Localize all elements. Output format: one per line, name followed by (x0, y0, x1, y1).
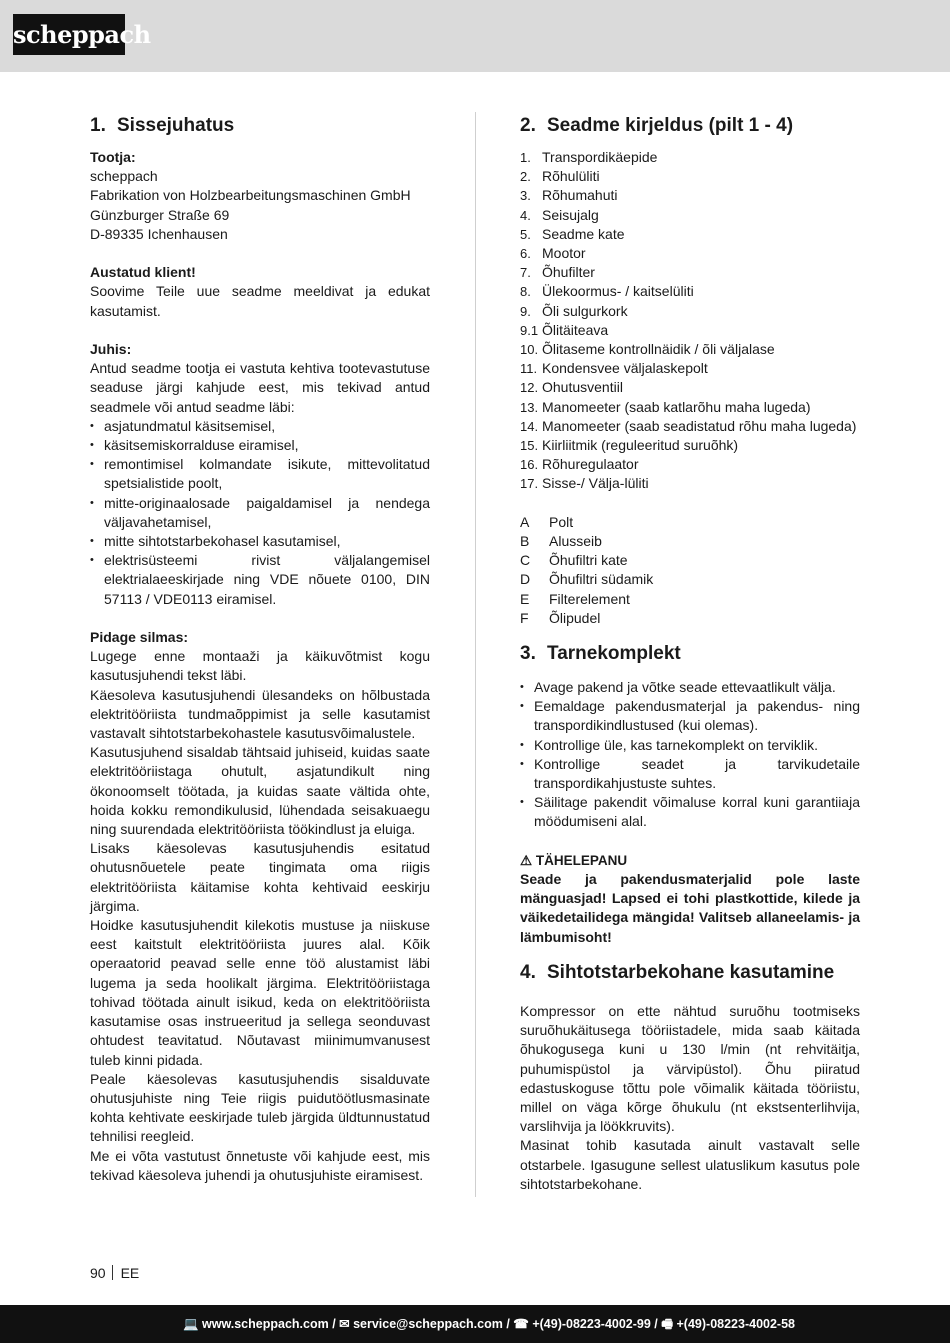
manufacturer-line: D-89335 Ichenhausen (90, 225, 228, 242)
page-number: 90 EE (90, 1265, 140, 1281)
list-item: • Avage pakend ja võtke seade ettevaatlikult välja. (520, 678, 860, 697)
left-column (90, 112, 430, 1185)
paragraph: Kasutusjuhend sisaldab tähtsaid juhiseid, kuidas saate elektritööriistaga ohutult, asjatundikult ning ökonoomselt töötada, ja kuidas saate vältida ohte, hoida kokku remondikulusid, lühendada seisakuaegu ning suurendada elektritööriista töökindlust ja eluiga. (90, 744, 430, 838)
paragraph: Peale käesolevas kasutusjuhendis sisalduvate ohutusjuhiste ning Teie riigis puidutöötlusmasinate kohta kehtivate eeskirjade tuleb järgida üldtunnustatud tehnilisi reegleid. (90, 1070, 430, 1145)
paragraph: Hoidke kasutusjuhendit kilekotis mustuse ja niiskuse eest kaitstult elektritööriista juures alal. Kõik operaatorid peavad selle enne töö alustamist läbi lugema ja seda hoolikalt järgima. Elektritööriistaga tohivad töötada ainult isikud, keda on elektritööriista kasutamise osas instrueeritud ja sellega seonduvast ohtudest teavitatud. Nõutavast miinimumvanusest tuleb kinni pidada. (90, 917, 430, 1068)
paragraph: Lugege enne montaaži ja käikuvõtmist kogu kasutusjuhendi tekst läbi. (90, 648, 430, 684)
list-item: A Polt (520, 513, 574, 530)
section-4-heading: 4. Sihtotstarbekohane kasutamine (520, 961, 835, 983)
list-item: 10. Õlitaseme kontrollnäidik / õli väljalase (520, 341, 775, 358)
website-link[interactable]: 💻 www.scheppach.com (183, 1317, 329, 1331)
list-item: 11. Kondensvee väljalaskepolt (520, 360, 708, 377)
list-item: • käsitsemiskorralduse eiramisel, (90, 436, 430, 455)
list-item: 2. Rõhulüliti (520, 168, 600, 185)
list-item: 17. Sisse-/ Välja-lüliti (520, 475, 649, 492)
list-item: 6. Mootor (520, 245, 586, 262)
warning-title: ⚠ TÄHELEPANU (520, 852, 628, 868)
list-item: 12. Ohutusventiil (520, 379, 623, 396)
phone-number: ☎ +(49)-08223-4002-99 (513, 1317, 651, 1331)
list-item: • Kontrollige üle, kas tarnekomplekt on terviklik. (520, 736, 860, 755)
warning-text: Seade ja pakendusmaterjalid pole laste mänguasjad! Lapsed ei tohi plastkottide, kilede ja väikedetailidega mängida! Valitseb allaneelamis- ja lämbumisoht! (520, 871, 860, 945)
note-label: Juhis: (90, 341, 132, 357)
scheppach-logo: scheppach (13, 14, 125, 55)
list-item: 16. Rõhuregulaator (520, 456, 639, 473)
greeting-text: Soovime Teile uue seadme meeldivat ja edukat kasutamist. (90, 283, 430, 319)
list-item: 13. Manomeeter (saab katlarõhu maha lugeda) (520, 398, 811, 415)
list-item: • mitte sihtotstarbekohasel kasutamisel, (90, 532, 430, 551)
section-3-heading: 3. Tarnekomplekt (520, 643, 681, 665)
parts-list (520, 148, 860, 494)
list-item: C Õhufiltri kate (520, 552, 628, 569)
list-item: 9. Õli sulgurkork (520, 302, 628, 319)
list-item: 8. Ülekoormus- / kaitselüliti (520, 283, 694, 300)
manufacturer-line: scheppach (90, 168, 158, 185)
fax-number: 🖷 +(49)-08223-4002-58 (661, 1317, 795, 1331)
accessory-parts-list (520, 513, 860, 628)
list-item: F Õlipudel (520, 609, 601, 626)
paragraph: Masinat tohib kasutada ainult vastavalt selle otstarbele. Igasugune sellest ulatuslikum kasutus pole sihtotstarbekohane. (520, 1137, 860, 1192)
list-item: • mitte-originaalosade paigaldamisel ja nendega väljavahetamisel, (90, 494, 430, 532)
email-link[interactable]: ✉ service@scheppach.com (339, 1317, 503, 1331)
list-item: E Filterelement (520, 590, 630, 607)
manufacturer-line: Günzburger Straße 69 (90, 206, 230, 223)
list-item: 1. Transpordikäepide (520, 149, 658, 165)
list-item: • asjatundmatul käsitsemisel, (90, 417, 430, 436)
paragraph: Kompressor on ette nähtud suruõhu tootmiseks suruõhukäitusega tööriistadele, mida saab käitada õhukogusega kuni u 130 l/min (nt rehvitäitja, puhumispüstol ja värvipüstol). Õhu piiratud edastuskoguse tõttu pole võimalik käitada tööriistu, millel on väga kõrge õhukulu (nt ekstsenterlihvija, varslihvija ja löökkruvits). (520, 1002, 860, 1135)
list-item: 15. Kiirliitmik (reguleeritud suruõhk) (520, 437, 739, 454)
right-column (520, 112, 860, 1194)
paragraph: Käesoleva kasutusjuhendi ülesandeks on hõlbustada elektritööriista tundmaõppimist ja selle kasutamist vastavalt sihtotstarbekohastele kasutusvõimalustele. (90, 686, 430, 742)
list-item: 9.1 Õlitäiteava (520, 321, 609, 338)
list-item: 4. Seisujalg (520, 206, 599, 223)
list-item: • remontimisel kolmandate isikute, mittevolitatud spetsialistide poolt, (90, 455, 430, 493)
list-item: • elektrisüsteemi rivist väljalangemisel elektrialaeeskirjade ning VDE nõuete 0100, DIN 57113 / VDE0113 eiramisel. (90, 551, 430, 609)
list-item: • Eemaldage pakendusmaterjal ja pakendus- ning transpordikindlustused (kui olemas). (520, 697, 860, 735)
list-item: 3. Rõhumahuti (520, 187, 618, 204)
page-header (0, 0, 950, 72)
manufacturer-label: Tootja: (90, 149, 136, 165)
note-bullet-list (90, 417, 430, 609)
note-text: Antud seadme tootja ei vastuta kehtiva tootevastutuse seaduse järgi kahjude eest, mis tekivad antud seadmele või antud seadme läbi: (90, 360, 430, 415)
list-item: 14. Manomeeter (saab seadistatud rõhu maha lugeda) (520, 417, 857, 434)
greeting-label: Austatud klient! (90, 264, 196, 281)
delivery-bullet-list (520, 678, 860, 832)
list-item: 5. Seadme kate (520, 225, 625, 242)
list-item: 7. Õhufilter (520, 264, 595, 281)
list-item: B Alusseib (520, 533, 602, 550)
section-1-heading: 1. Sissejuhatus (90, 115, 235, 136)
list-item: • Säilitage pakendit võimaluse korral kuni garantiiaja möödumiseni alal. (520, 793, 860, 831)
manufacturer-line: Fabrikation von Holzbearbeitungsmaschinen GmbH (90, 187, 411, 204)
section-2-heading: 2. Seadme kirjeldus (pilt 1 - 4) (520, 115, 794, 136)
paragraph: Me ei võta vastutust õnnetuste või kahjude eest, mis tekivad käesoleva juhendi ja ohutusjuhiste eiramisest. (90, 1147, 430, 1183)
page-footer: 💻 www.scheppach.com / ✉ service@scheppach.com / ☎ +(49)-08223-4002-99 / 🖷 +(49)-08223-4002-58 (0, 1305, 950, 1343)
list-item: D Õhufiltri südamik (520, 571, 654, 588)
column-divider (475, 112, 476, 1197)
list-item: • Kontrollige seadet ja tarvikudetaile transpordikahjustuste suhtes. (520, 755, 860, 793)
remember-label: Pidage silmas: (90, 629, 189, 646)
paragraph: Lisaks käesolevas kasutusjuhendis esitatud ohutusnõuetele peate tingimata oma riigis elektritööriista käitamise kohta kehtivaid eeskirju järgima. (90, 840, 430, 914)
